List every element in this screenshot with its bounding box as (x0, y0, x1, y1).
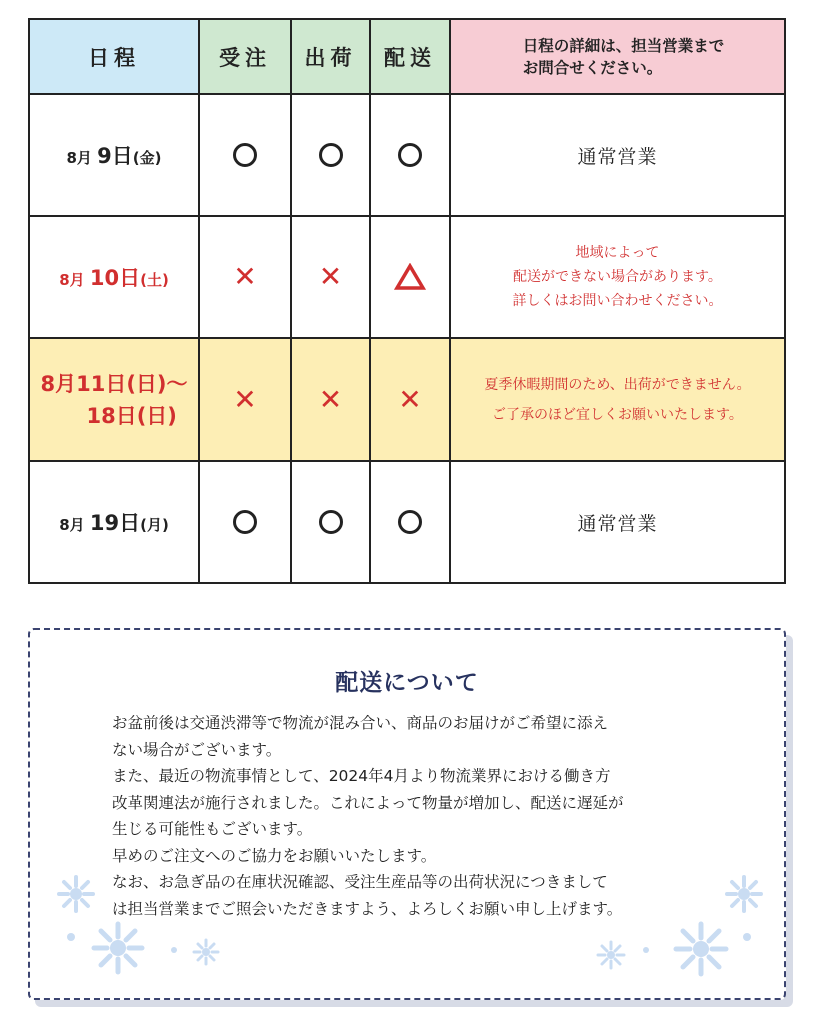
circle-mark-icon (398, 510, 422, 534)
cross-mark-icon: ✕ (318, 382, 343, 416)
header-date: 日程 (30, 20, 200, 95)
delivery-line: 生じる可能性もございます。 (112, 820, 313, 838)
shipping-cell (292, 95, 371, 217)
delivery-cell (371, 462, 451, 582)
date-month: 8月 (59, 516, 85, 534)
flower-icon (90, 920, 146, 976)
row-date (40, 368, 187, 432)
dot-icon (742, 932, 752, 942)
delivery-cell (371, 339, 451, 462)
date-line1: 8月11日(日)～ (40, 371, 188, 396)
delivery-cell (371, 95, 451, 217)
note-cell: 通常営業 (577, 512, 658, 535)
delivery-line: は担当営業までご照会いただきますよう、よろしくお願い申し上げます。 (112, 899, 623, 918)
delivery-line: お盆前後は交通渋滞等で物流が混み合い、商品のお届けがご希望に添え (112, 714, 609, 732)
circle-mark-icon (233, 510, 257, 534)
flower-icon (56, 874, 96, 914)
delivery-title: 配送について (335, 670, 479, 696)
note-cell: 通常営業 (451, 95, 784, 217)
order-cell (200, 462, 292, 582)
date-day: 9日 (97, 144, 133, 168)
dot-icon (170, 946, 178, 954)
date-weekday: (月) (140, 516, 169, 534)
date-month: 8月 (66, 149, 92, 167)
shipping-cell (292, 462, 371, 582)
flower-icon (192, 938, 220, 966)
row-date-cell (30, 95, 200, 217)
shipping-cell (292, 217, 371, 339)
note-line: 地域によって (575, 245, 660, 261)
note-cell (451, 217, 784, 339)
row-date-cell (30, 462, 200, 582)
delivery-line: また、最近の物流事情として、2024年4月より物流業界における働き方 (112, 767, 611, 785)
header-note (451, 20, 784, 95)
circle-mark-icon (319, 143, 343, 167)
date-day: 19日 (89, 511, 141, 535)
shipping-cell (292, 339, 371, 462)
dot-icon (66, 932, 76, 942)
date-line2: 18日(日) (86, 403, 177, 428)
note-line: ご了承のほど宜しくお願いいたします。 (492, 406, 743, 423)
triangle-mark-icon (394, 263, 426, 291)
cross-mark-icon: ✕ (318, 260, 343, 293)
row-date-cell (30, 339, 200, 462)
note-line: 配送ができない場合があります。 (513, 269, 722, 285)
note-line: 詳しくはお問い合わせください。 (512, 293, 723, 309)
row-date (59, 507, 169, 537)
delivery-info-box (28, 628, 786, 1000)
note-line: 夏季休暇期間のため、出荷ができません。 (484, 376, 751, 393)
header-note-line1: 日程の詳細は、担当営業まで (522, 36, 725, 55)
circle-mark-icon (398, 143, 422, 167)
header-shipping: 出荷 (292, 20, 371, 95)
cross-mark-icon: ✕ (398, 382, 422, 416)
note-cell (451, 339, 784, 462)
order-cell (200, 95, 292, 217)
flower-icon (672, 920, 730, 978)
cross-mark-icon: ✕ (233, 382, 257, 416)
date-weekday: (金) (132, 149, 162, 167)
circle-mark-icon (319, 510, 343, 534)
date-month: 8月 (59, 271, 85, 289)
row-date (66, 140, 161, 170)
delivery-line: 早めのご注文へのご協力をお願いいたします。 (112, 846, 437, 865)
header-note-line2: お問合せください。 (522, 58, 663, 77)
row-date-cell (30, 217, 200, 339)
delivery-cell (371, 217, 451, 339)
dot-icon (642, 946, 650, 954)
header-delivery: 配送 (371, 20, 451, 95)
delivery-line: なお、お急ぎ品の在庫状況確認、受注生産品等の出荷状況につきまして (112, 873, 608, 891)
date-day: 10日 (89, 266, 141, 290)
delivery-line: ない場合がございます。 (112, 740, 282, 759)
delivery-body (112, 710, 712, 922)
row-date (59, 262, 169, 292)
header-order: 受注 (200, 20, 292, 95)
order-cell (200, 217, 292, 339)
flower-icon (596, 940, 626, 970)
cross-mark-icon: ✕ (233, 260, 257, 293)
circle-mark-icon (233, 143, 257, 167)
flower-icon (724, 874, 764, 914)
order-cell (200, 339, 292, 462)
delivery-line: 改革関連法が施行されました。これによって物量が増加し、配送に遅延が (112, 793, 624, 812)
date-weekday: (土) (140, 271, 169, 289)
schedule-table (28, 18, 786, 584)
